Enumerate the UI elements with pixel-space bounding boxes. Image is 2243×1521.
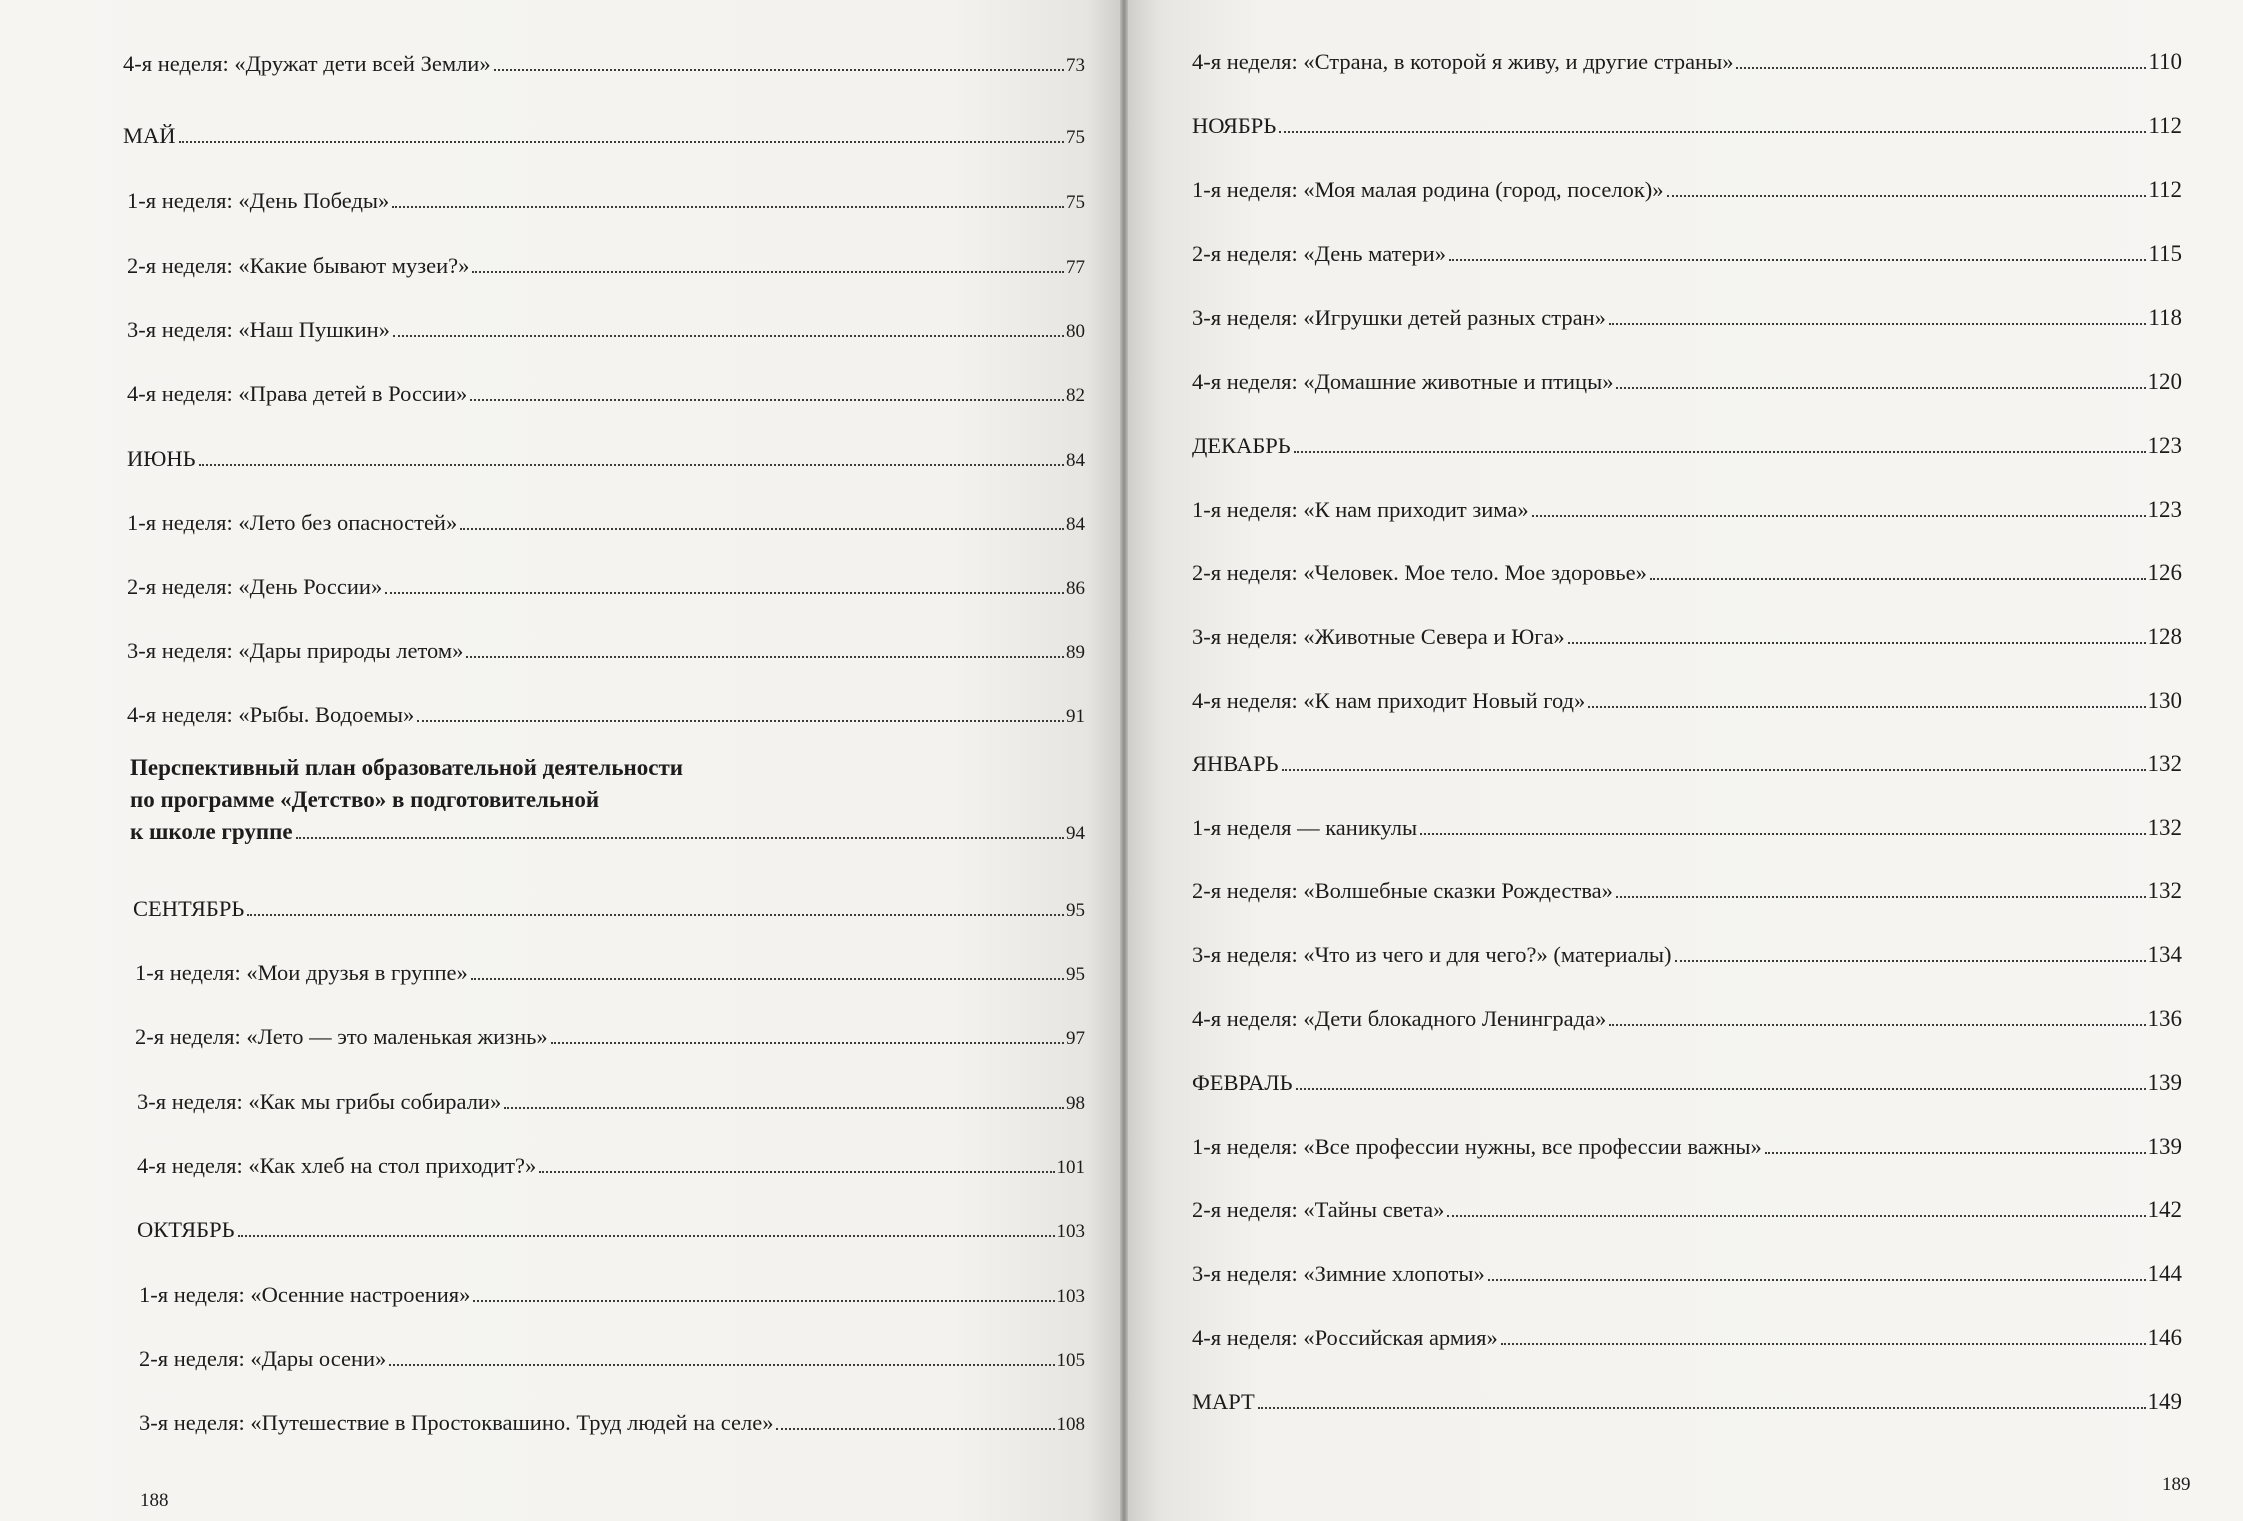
plan-page-number: 94 (1066, 823, 1085, 844)
toc-entry-title: 2-я неделя: «Волшебные сказки Рождества» (1192, 878, 1613, 903)
toc-entry-page: 103 (1056, 1286, 1085, 1307)
toc-entry (1192, 1388, 2182, 1416)
toc-entry (1192, 48, 2182, 76)
toc-entry-title: 4-я неделя: «Рыбы. Водоемы» (127, 702, 415, 727)
toc-entry-title: 1-я неделя: «Все профессии нужны, все профессии важны» (1192, 1134, 1762, 1159)
toc-entry-page: 132 (2147, 815, 2182, 840)
dot-leader (1294, 443, 2146, 453)
toc-entry-page: 123 (2147, 497, 2182, 522)
toc-entry-title: ЯНВАРЬ (1192, 751, 1279, 776)
toc-entry (1192, 304, 2182, 332)
toc-entry-page: 144 (2147, 1261, 2182, 1286)
toc-entry-title: 1-я неделя: «Осенние настроения» (139, 1282, 471, 1307)
toc-entry-title: ИЮНЬ (127, 446, 196, 471)
toc-entry-page: 101 (1056, 1157, 1085, 1178)
toc-entry-page: 118 (2148, 305, 2182, 330)
toc-entry-page: 84 (1066, 514, 1085, 535)
toc-entry-title: 1-я неделя: «Лето без опасностей» (127, 510, 458, 535)
toc-entry (135, 959, 1085, 989)
dot-leader (494, 61, 1064, 71)
toc-entry (139, 1409, 1085, 1439)
toc-entry-page: 110 (2148, 49, 2182, 74)
toc-entry-page: 130 (2147, 688, 2182, 713)
toc-entry (137, 1088, 1085, 1118)
toc-entry-title: 2-я неделя: «День России» (127, 574, 383, 599)
toc-entry-page: 146 (2147, 1325, 2182, 1350)
dot-leader (466, 648, 1064, 658)
toc-entry (127, 573, 1085, 603)
toc-entry-page: 120 (2147, 369, 2182, 394)
plan-heading-line-1: Перспективный план образовательной деятельности (130, 755, 683, 780)
toc-entry-page: 136 (2147, 1006, 2182, 1031)
dot-leader (472, 263, 1064, 273)
toc-entry (1192, 559, 2182, 587)
dot-leader (392, 198, 1064, 208)
toc-entry-page: 132 (2147, 751, 2182, 776)
toc-entry (1192, 112, 2182, 140)
page-number-left: 188 (140, 1490, 169, 1511)
toc-entry-title: НОЯБРЬ (1192, 113, 1277, 138)
toc-entry (1192, 1196, 2182, 1224)
toc-entry-page: 112 (2148, 113, 2182, 138)
toc-entry (1192, 814, 2182, 842)
dot-leader (1420, 825, 2145, 835)
toc-entry-title: 2-я неделя: «Дары осени» (139, 1346, 387, 1371)
toc-entry (1192, 496, 2182, 524)
dot-leader (1616, 379, 2145, 389)
toc-entry-title: 4-я неделя: «Как хлеб на стол приходит?» (137, 1153, 537, 1178)
toc-entry-title: 3-я неделя: «Путешествие в Простоквашино. Труд людей на селе» (139, 1410, 774, 1435)
plan-heading-line-2: по программе «Детство» в подготовительной (130, 787, 600, 812)
toc-entry (127, 445, 1085, 475)
toc-entry-page: 82 (1066, 385, 1085, 406)
toc-entry-page: 139 (2147, 1070, 2182, 1095)
dot-leader (1609, 1016, 2145, 1026)
toc-entry (1192, 1260, 2182, 1288)
plan-heading-line-3-text: к школе группе (130, 819, 293, 844)
toc-entry-title: 2-я неделя: «Лето — это маленькая жизнь» (135, 1024, 548, 1049)
dot-leader (470, 391, 1064, 401)
toc-entry-title: 4-я неделя: «Права детей в России» (127, 381, 468, 406)
dot-leader (504, 1099, 1064, 1109)
dot-leader (1650, 570, 2146, 580)
right-page (1128, 0, 2243, 1521)
toc-entry-title: 3-я неделя: «Зимние хлопоты» (1192, 1261, 1485, 1286)
toc-entry-title: МАРТ (1192, 1389, 1255, 1414)
toc-entry-title: ФЕВРАЛЬ (1192, 1070, 1293, 1095)
toc-entry-title: 4-я неделя: «Домашние животные и птицы» (1192, 369, 1614, 394)
toc-entry-title: 1-я неделя: «День Победы» (127, 188, 390, 213)
dot-leader (1279, 123, 2146, 133)
toc-entry-page: 128 (2147, 624, 2182, 649)
dot-leader (1736, 59, 2146, 69)
dot-leader (1675, 952, 2146, 962)
dot-leader (1568, 634, 2146, 644)
toc-entry-title: СЕНТЯБРЬ (133, 896, 245, 921)
dot-leader (1488, 1271, 2146, 1281)
dot-leader (1501, 1335, 2146, 1345)
toc-entry-page: 91 (1066, 706, 1085, 727)
toc-entry-page: 149 (2147, 1389, 2182, 1414)
toc-entry (1192, 941, 2182, 969)
toc-entry-page: 105 (1056, 1350, 1085, 1371)
dot-leader (539, 1163, 1054, 1173)
toc-entry (1192, 1324, 2182, 1352)
toc-entry (1192, 1069, 2182, 1097)
toc-entry-title: 3-я неделя: «Игрушки детей разных стран» (1192, 305, 1606, 330)
plan-heading (130, 752, 1085, 850)
toc-entry (1192, 176, 2182, 204)
toc-entry-title: 1-я неделя — каникулы (1192, 815, 1418, 840)
toc-entry-page: 126 (2147, 560, 2182, 585)
toc-entry (135, 1023, 1085, 1053)
dot-leader (473, 1292, 1054, 1302)
toc-entry-title: 4-я неделя: «Дружат дети всей Земли» (123, 51, 491, 76)
dot-leader (1447, 1207, 2145, 1217)
dot-leader (393, 327, 1064, 337)
toc-entry-page: 86 (1066, 578, 1085, 599)
dot-leader (551, 1034, 1064, 1044)
dot-leader (179, 133, 1064, 143)
toc-entry-title: МАЙ (123, 123, 176, 148)
toc-entry (1192, 368, 2182, 396)
toc-entry (127, 187, 1085, 217)
toc-entry-page: 103 (1056, 1221, 1085, 1242)
toc-entry-page: 73 (1066, 55, 1085, 76)
toc-entry-page: 134 (2147, 942, 2182, 967)
toc-entry-page: 77 (1066, 257, 1085, 278)
toc-entry-page: 95 (1066, 900, 1085, 921)
toc-entry-page: 75 (1066, 127, 1085, 148)
dot-leader (417, 712, 1064, 722)
dot-leader (296, 829, 1064, 839)
dot-leader (1609, 315, 2146, 325)
dot-leader (247, 906, 1064, 916)
plan-heading-line-3 (130, 816, 1085, 850)
dot-leader (460, 520, 1064, 530)
dot-leader (1449, 251, 2146, 261)
toc-entry-title: 2-я неделя: «День матери» (1192, 241, 1446, 266)
toc-entry-title: 2-я неделя: «Тайны света» (1192, 1197, 1445, 1222)
dot-leader (199, 456, 1064, 466)
toc-entry (1192, 1133, 2182, 1161)
dot-leader (471, 970, 1064, 980)
toc-entry-title: 4-я неделя: «Дети блокадного Ленинграда» (1192, 1006, 1607, 1031)
toc-entry-page: 108 (1056, 1414, 1085, 1435)
dot-leader (1765, 1144, 2146, 1154)
toc-entry-title: ДЕКАБРЬ (1192, 433, 1291, 458)
toc-entry-title: 2-я неделя: «Человек. Мое тело. Мое здоровье» (1192, 560, 1647, 585)
dot-leader (1282, 761, 2146, 771)
toc-entry-page: 95 (1066, 964, 1085, 985)
toc-entry-page: 139 (2147, 1134, 2182, 1159)
toc-entry (139, 1345, 1085, 1375)
toc-entry-title: 1-я неделя: «К нам приходит зима» (1192, 497, 1529, 522)
toc-entry-title: 3-я неделя: «Животные Севера и Юга» (1192, 624, 1565, 649)
toc-entry (127, 701, 1085, 731)
toc-entry-title: 3-я неделя: «Дары природы летом» (127, 638, 464, 663)
toc-entry-page: 98 (1066, 1093, 1085, 1114)
toc-entry (1192, 750, 2182, 778)
dot-leader (1588, 698, 2145, 708)
toc-entry (1192, 623, 2182, 651)
toc-entry (137, 1216, 1085, 1246)
dot-leader (1616, 888, 2146, 898)
toc-entry-page: 84 (1066, 450, 1085, 471)
toc-entry (123, 50, 1085, 80)
toc-entry-title: 3-я неделя: «Наш Пушкин» (127, 317, 390, 342)
toc-entry (1192, 240, 2182, 268)
toc-entry (1192, 432, 2182, 460)
toc-entry-title: 4-я неделя: «Российская армия» (1192, 1325, 1498, 1350)
page-number-right: 189 (2162, 1474, 2191, 1495)
toc-entry (127, 509, 1085, 539)
dot-leader (1667, 187, 2147, 197)
toc-entry-page: 80 (1066, 321, 1085, 342)
toc-entry (1192, 877, 2182, 905)
toc-entry-title: 3-я неделя: «Что из чего и для чего?» (материалы) (1192, 942, 1672, 967)
book-gutter (1120, 0, 1128, 1521)
toc-entry-title: 4-я неделя: «Страна, в которой я живу, и другие страны» (1192, 49, 1734, 74)
toc-entry-title: 3-я неделя: «Как мы грибы собирали» (137, 1089, 502, 1114)
toc-entry-title: ОКТЯБРЬ (137, 1217, 235, 1242)
dot-leader (238, 1227, 1055, 1237)
toc-entry (133, 895, 1085, 925)
toc-entry (127, 316, 1085, 346)
dot-leader (1532, 507, 2146, 517)
toc-entry-page: 123 (2147, 433, 2182, 458)
toc-entry (127, 380, 1085, 410)
toc-entry (1192, 687, 2182, 715)
toc-entry-page: 115 (2148, 241, 2182, 266)
toc-entry (127, 252, 1085, 282)
toc-entry (139, 1281, 1085, 1311)
dot-leader (385, 584, 1064, 594)
toc-entry (137, 1152, 1085, 1182)
dot-leader (1296, 1080, 2146, 1090)
toc-entry (1192, 1005, 2182, 1033)
toc-entry-title: 4-я неделя: «К нам приходит Новый год» (1192, 688, 1586, 713)
toc-entry-page: 132 (2147, 878, 2182, 903)
toc-entry-page: 142 (2147, 1197, 2182, 1222)
toc-entry-title: 1-я неделя: «Моя малая родина (город, поселок)» (1192, 177, 1664, 202)
toc-entry-title: 2-я неделя: «Какие бывают музеи?» (127, 253, 470, 278)
toc-entry-title: 1-я неделя: «Мои друзья в группе» (135, 960, 468, 985)
toc-entry-page: 89 (1066, 642, 1085, 663)
dot-leader (389, 1356, 1054, 1366)
left-page (0, 0, 1120, 1521)
toc-entry-page: 75 (1066, 192, 1085, 213)
dot-leader (776, 1420, 1054, 1430)
toc-entry-page: 112 (2148, 177, 2182, 202)
dot-leader (1258, 1399, 2146, 1409)
toc-entry (127, 637, 1085, 667)
toc-entry-page: 97 (1066, 1028, 1085, 1049)
toc-entry (123, 122, 1085, 152)
